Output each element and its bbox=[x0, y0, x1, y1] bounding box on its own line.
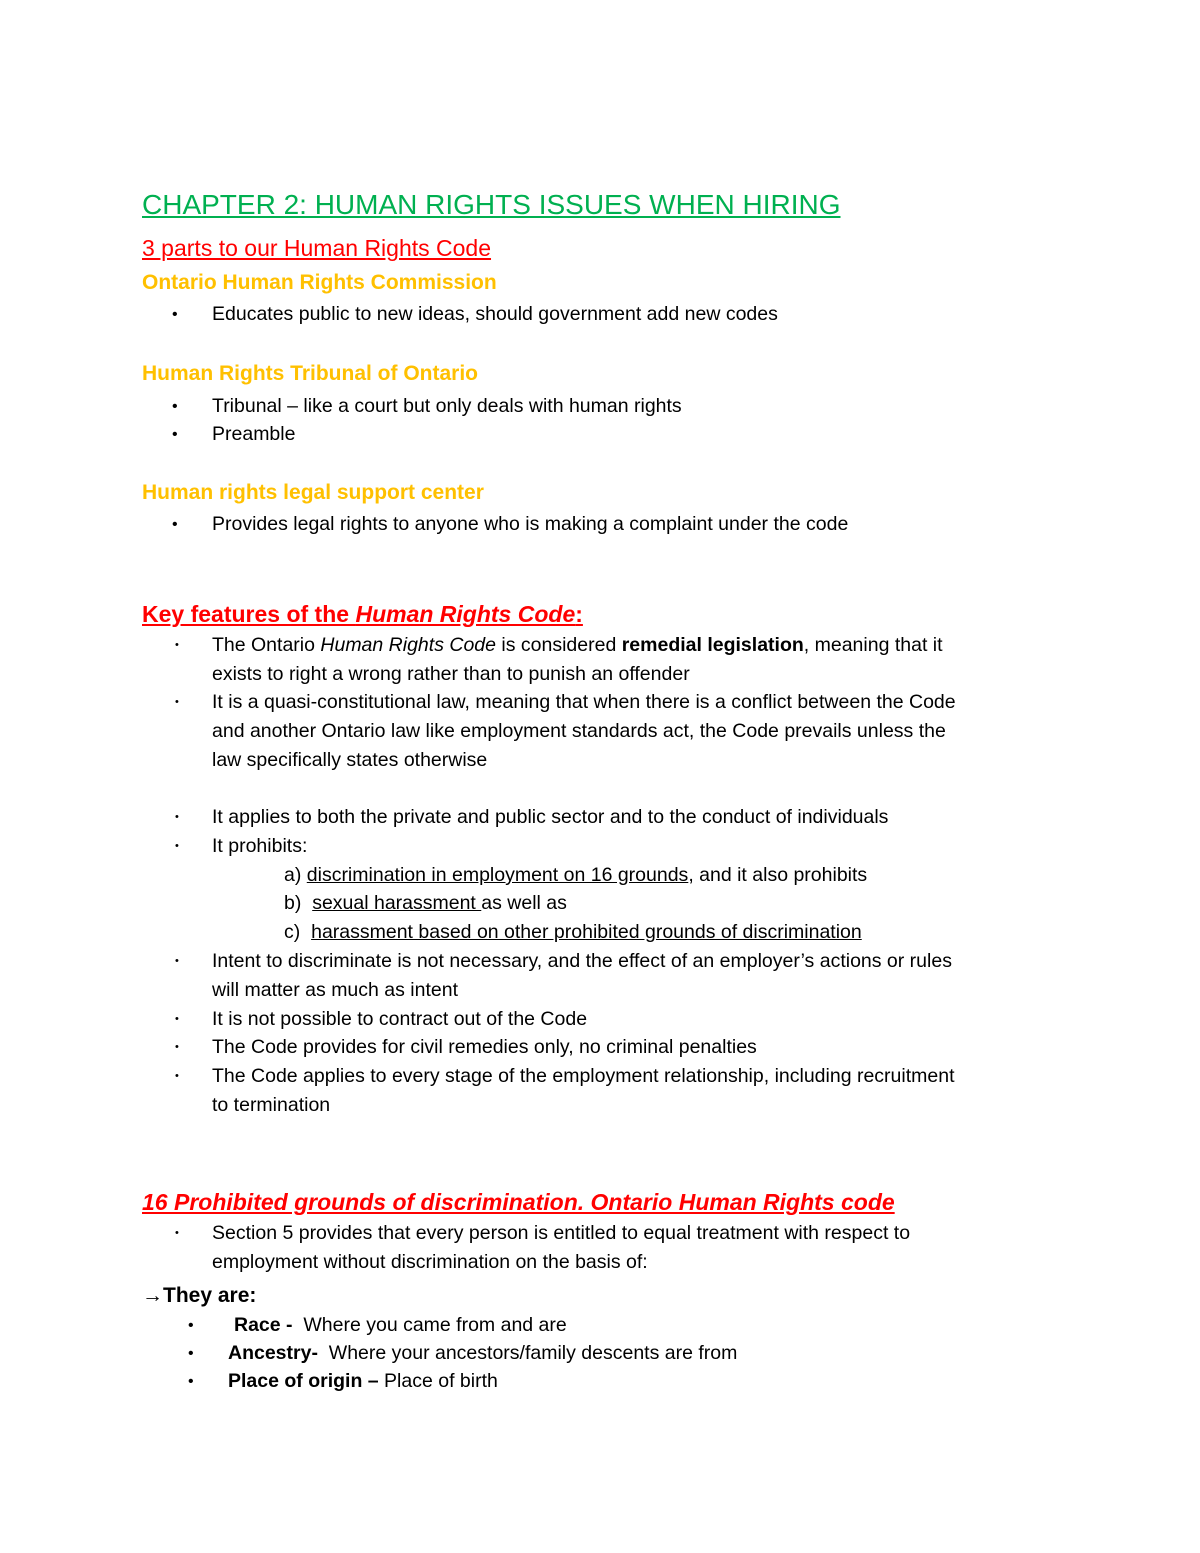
grounds-heading: 16 Prohibited grounds of discrimination. Ontario Human Rights code bbox=[142, 1189, 895, 1215]
ground-desc: Where your ancestors/family descents are from bbox=[317, 1342, 738, 1364]
bullet-icon: • bbox=[175, 840, 179, 852]
sub-label: a) bbox=[284, 864, 302, 886]
section5-text-cont: employment without discrimination on the basis of: bbox=[212, 1251, 648, 1273]
heading-text: Key features of the bbox=[142, 601, 356, 627]
feature-every-stage: The Code applies to every stage of the employment relationship, including recruitment bbox=[212, 1065, 955, 1087]
they-are-label bbox=[142, 1281, 256, 1310]
bullet-icon: • bbox=[175, 696, 179, 708]
sub-rest: , and it also prohibits bbox=[688, 864, 868, 886]
bullet-icon: • bbox=[172, 398, 178, 415]
bullet-icon: • bbox=[175, 1227, 179, 1239]
sub-item-c bbox=[284, 918, 862, 947]
feature-quasi-constitutional-cont: and another Ontario law like employment standards act, the Code prevails unless the bbox=[212, 720, 946, 742]
section-heading-tribunal: Human Rights Tribunal of Ontario bbox=[142, 362, 478, 385]
ground-term: Ancestry- bbox=[228, 1342, 318, 1364]
text: is considered bbox=[495, 634, 622, 656]
text: , meaning that it bbox=[803, 634, 943, 656]
ground-term: Place of origin – bbox=[228, 1370, 379, 1392]
ground-desc: Place of birth bbox=[378, 1370, 498, 1392]
sub-underlined: harassment based on other prohibited grounds of discrimination bbox=[311, 921, 862, 943]
heading-text: : bbox=[575, 601, 583, 627]
feature-intent-cont: will matter as much as intent bbox=[212, 979, 459, 1001]
feature-prohibits: It prohibits: bbox=[212, 835, 308, 857]
feature-applies: It applies to both the private and public sector and to the conduct of individuals bbox=[212, 806, 889, 828]
section-heading-commission: Ontario Human Rights Commission bbox=[142, 271, 497, 294]
bullet-icon: • bbox=[175, 1041, 179, 1053]
ground-term: Race - bbox=[234, 1314, 293, 1336]
text-italic: Human Rights Code bbox=[320, 634, 496, 656]
sub-label: c) bbox=[284, 921, 301, 943]
feature-intent: Intent to discriminate is not necessary, and the effect of an employer’s actions or rules bbox=[212, 950, 952, 972]
list-item: Tribunal – like a court but only deals with human rights bbox=[212, 395, 682, 417]
ground-place-of-origin bbox=[228, 1367, 498, 1396]
bullet-icon: • bbox=[172, 516, 178, 533]
feature-contract-out: It is not possible to contract out of the Code bbox=[212, 1008, 588, 1030]
bullet-icon: • bbox=[175, 639, 179, 651]
feature-civil-remedies: The Code provides for civil remedies only, no criminal penalties bbox=[212, 1036, 757, 1058]
feature-quasi-constitutional: It is a quasi-constitutional law, meaning that when there is a conflict between the Code bbox=[212, 691, 956, 713]
feature-remedial bbox=[212, 631, 943, 660]
sub-rest: as well as bbox=[481, 892, 567, 914]
text-bold: remedial legislation bbox=[621, 634, 804, 656]
sub-underlined: discrimination in employment on 16 grounds bbox=[306, 864, 689, 886]
bullet-icon: • bbox=[175, 811, 179, 823]
bullet-icon: • bbox=[172, 426, 178, 443]
sub-label: b) bbox=[284, 892, 302, 914]
feature-quasi-constitutional-cont: law specifically states otherwise bbox=[212, 749, 488, 771]
section5-text: Section 5 provides that every person is entitled to equal treatment with respect to bbox=[212, 1222, 911, 1244]
bullet-icon: • bbox=[188, 1345, 194, 1362]
ground-desc: Where you came from and are bbox=[292, 1314, 567, 1336]
sub-item-a bbox=[284, 861, 867, 890]
key-features-heading bbox=[142, 601, 583, 628]
text: The Ontario bbox=[212, 634, 321, 656]
bullet-icon: • bbox=[172, 306, 178, 323]
sub-underlined: sexual harassment bbox=[312, 892, 482, 914]
bullet-icon: • bbox=[188, 1373, 194, 1390]
list-item: Preamble bbox=[212, 423, 296, 445]
bullet-icon: • bbox=[175, 1013, 179, 1025]
they-are-text: They are: bbox=[163, 1284, 257, 1307]
list-item: Educates public to new ideas, should government add new codes bbox=[212, 303, 778, 325]
parts-heading: 3 parts to our Human Rights Code bbox=[142, 235, 492, 261]
bullet-icon: • bbox=[175, 955, 179, 967]
bullet-icon: • bbox=[188, 1317, 194, 1334]
ground-race bbox=[234, 1311, 567, 1340]
bullet-icon: • bbox=[175, 1070, 179, 1082]
chapter-title: CHAPTER 2: HUMAN RIGHTS ISSUES WHEN HIRING bbox=[142, 189, 841, 220]
sub-item-b bbox=[284, 889, 567, 918]
feature-remedial-cont: exists to right a wrong rather than to punish an offender bbox=[212, 663, 690, 685]
ground-ancestry bbox=[228, 1339, 737, 1368]
heading-italic: Human Rights Code bbox=[355, 601, 576, 627]
list-item: Provides legal rights to anyone who is making a complaint under the code bbox=[212, 513, 849, 535]
section-heading-support-center: Human rights legal support center bbox=[142, 481, 484, 504]
feature-every-stage-cont: to termination bbox=[212, 1094, 331, 1116]
arrow-icon: → bbox=[142, 1284, 163, 1307]
